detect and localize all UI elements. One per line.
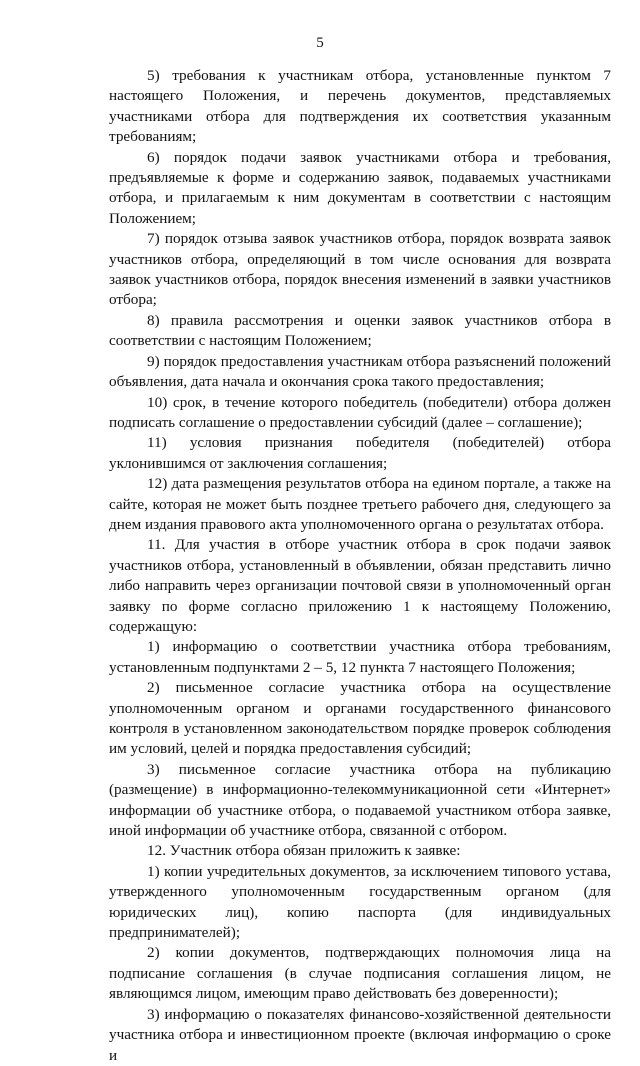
paragraph-item-12: 12) дата размещения результатов отбора на едином портале, а также на сайте, которая не может быть позднее третьего рабочего дня, следующего за днем издания правового акта уполномоченного органа о результатах отбора. [109,475,611,533]
paragraph-item-5: 5) требования к участникам отбора, установленные пунктом 7 настоящего Положения, и перечень документов, представляемых участниками отбора для подтверждения их соответствия указанным требованиям; [109,67,611,146]
paragraph-item-9: 9) порядок предоставления участникам отбора разъяснений положений объявления, дата начала и окончания срока такого предоставления; [109,352,611,391]
paragraph-item-11: 11) условия признания победителя (победителей) отбора уклонившимся от заключения соглашения; [109,434,611,472]
paragraph-item-10: 10) срок, в течение которого победитель (победители) отбора должен подписать соглашение о предоставлении субсидий (далее – соглашение); [109,393,611,431]
page-number: 5 [316,35,324,51]
document-body [109,66,611,1066]
paragraph-clause-12-item-2: 2) копии документов, подтверждающих полномочия лица на подписание соглашения (в случае подписания соглашения лицом, не являющимся лицом, имеющим право действовать без доверенности); [109,944,611,1003]
paragraph-clause-12: 12. Участник отбора обязан приложить к заявке: [147,842,461,860]
paragraph-item-6: 6) порядок подачи заявок участниками отбора и требования, предъявляемые к форме и содержанию заявок, подаваемых участниками отбора, и прилагаемым к ним документам в соответствии с настоящим Положением; [109,148,611,227]
paragraph-clause-11-item-3: 3) письменное согласие участника отбора на публикацию (размещение) в информационно-телекоммуникационной сети «Интернет» информации об участнике отбора, о подаваемой участником отбора заявке, иной информации об участнике отбора, связанной с отбором. [109,760,611,840]
paragraph-clause-11: 11. Для участия в отборе участник отбора в срок подачи заявок участников отбора, установленный в объявлении, обязан представить лично либо направить через организации почтовой связи в уполномоченный орган заявку по форме согласно приложению 1 к настоящему Положению, содержащую: [109,536,611,635]
paragraph-item-7: 7) порядок отзыва заявок участников отбора, порядок возврата заявок участников отбора, определяющий в том числе основания для возврата заявок участников отбора, порядок внесения изменений в заявки участников отбора; [109,230,611,309]
paragraph-clause-11-item-2: 2) письменное согласие участника отбора на осуществление уполномоченным органом и органами государственного финансового контроля в установленном законодательством порядке проверок соблюдения им условий, целей и порядка предоставления субсидий; [109,679,611,758]
paragraph-clause-12-item-3: 3) информацию о показателях финансово-хозяйственной деятельности участника отбора и инвестиционном проекте (включая информацию о сроке и [109,1005,611,1064]
paragraph-clause-11-item-1: 1) информацию о соответствии участника отбора требованиям, установленным подпунктами 2 – 5, 12 пункта 7 настоящего Положения; [109,638,611,676]
paragraph-item-8: 8) правила рассмотрения и оценки заявок участников отбора в соответствии с настоящим Положением; [109,311,611,350]
paragraph-clause-12-item-1: 1) копии учредительных документов, за исключением типового устава, утвержденного уполномоченным государственным органом (для юридических лиц), копию паспорта (для индивидуальных предпринимателей); [109,862,611,942]
